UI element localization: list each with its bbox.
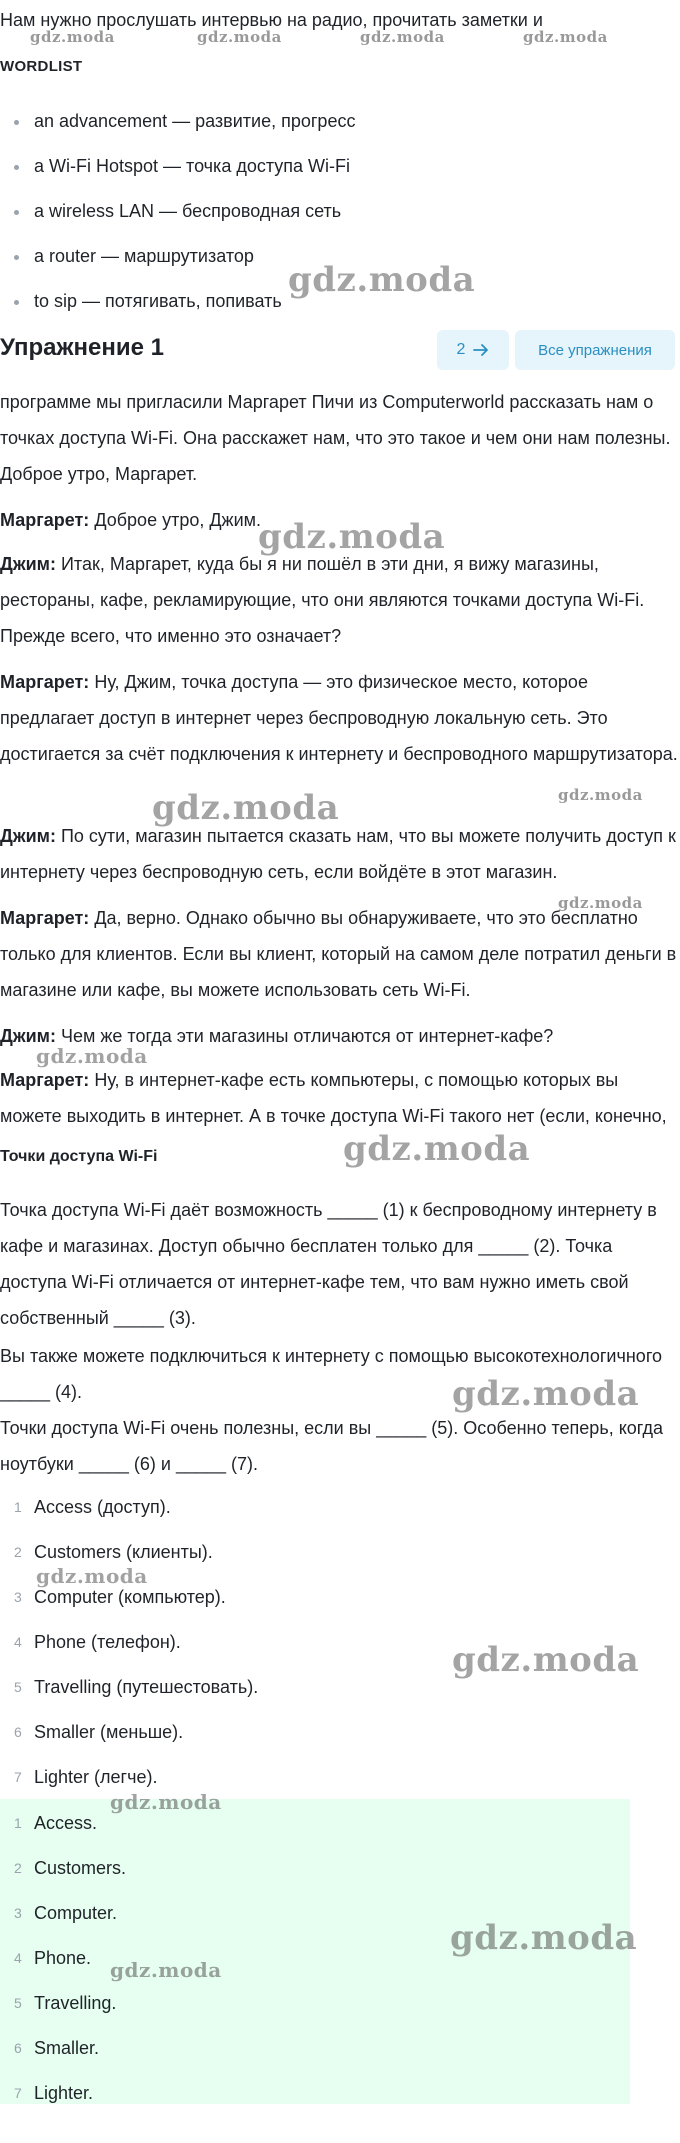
speaker: Маргарет: xyxy=(0,510,90,530)
wordlist-item: a router — маршрутизатор xyxy=(0,235,680,280)
item-number: 7 xyxy=(14,1769,22,1785)
answer-item xyxy=(0,2027,680,2072)
item-number: 6 xyxy=(14,2040,22,2056)
transcript-line xyxy=(0,1062,678,1134)
line-text: По сути, магазин пытается сказать нам, что вы можете получить доступ к интернету через беспроводную сеть, если войдёте в этот магазин. xyxy=(0,826,676,882)
wordlist-item: a wireless LAN — беспроводная сеть xyxy=(0,190,680,235)
item-text: Smaller (меньше). xyxy=(34,1722,184,1742)
all-exercises-button[interactable]: Все упражнения xyxy=(515,330,675,370)
exercise-title: Упражнение 1 xyxy=(0,334,164,361)
arrow-right-icon xyxy=(473,343,489,357)
speaker: Джим: xyxy=(0,554,56,574)
item-text: Customers (клиенты). xyxy=(34,1542,213,1562)
item-number: 3 xyxy=(14,1589,22,1605)
item-text: Travelling. xyxy=(34,1993,117,2013)
item-text: Travelling (путешестовать). xyxy=(34,1677,259,1697)
wordlist-item: an advancement — развитие, прогресс xyxy=(0,100,680,145)
line-text: Доброе утро, Джим. xyxy=(94,510,262,530)
watermark: gdz.moda xyxy=(110,1958,222,1982)
wordlist-item: to sip — потягивать, попивать xyxy=(0,280,680,325)
watermark: gdz.moda xyxy=(450,1918,638,1958)
item-text: Lighter. xyxy=(34,2083,94,2103)
transcript-line xyxy=(0,818,678,890)
answers-list xyxy=(0,1802,680,2117)
watermark: gdz.moda xyxy=(197,28,282,46)
notes-title: Точки доступа Wi-Fi xyxy=(0,1148,158,1165)
watermark: gdz.moda xyxy=(360,28,445,46)
transcript-line xyxy=(0,664,678,772)
line-text: Чем же тогда эти магазины отличаются от интернет-кафе? xyxy=(60,1026,554,1046)
wordlist-item: a Wi-Fi Hotspot — точка доступа Wi-Fi xyxy=(0,145,680,190)
item-text: Smaller. xyxy=(34,2038,100,2058)
line-text: Да, верно. Однако обычно вы обнаруживаете, что это бесплатно только для клиентов. Если вы клиент, который на самом деле потратил деньги в магазине или кафе, вы можете использовать сеть Wi-Fi. xyxy=(0,908,677,1000)
item-number: 5 xyxy=(14,1995,22,2011)
item-number: 4 xyxy=(14,1634,22,1650)
exercise-header xyxy=(0,330,680,374)
answer-item xyxy=(0,1802,680,1847)
speaker: Джим: xyxy=(0,1026,56,1046)
watermark: gdz.moda xyxy=(343,1129,531,1169)
item-text: Computer. xyxy=(34,1903,118,1923)
answer-item xyxy=(0,2072,680,2117)
next-exercise-button[interactable] xyxy=(437,330,509,370)
item-text: Lighter (легче). xyxy=(34,1767,158,1787)
watermark: gdz.moda xyxy=(288,260,476,300)
watermark: gdz.moda xyxy=(558,894,643,912)
answer-item xyxy=(0,1982,680,2027)
list-item xyxy=(0,1486,680,1531)
intro-text: Нам нужно прослушать интервью на радио, прочитать заметки и xyxy=(0,10,543,30)
item-number: 5 xyxy=(14,1679,22,1695)
notes-paragraph: Точка доступа Wi-Fi даёт возможность _____ (1) к беспроводному интернету в кафе и магазинах. Доступ обычно бесплатен только для _____ (2). Точка доступа Wi-Fi отличается от интернет-кафе тем, что вам нужно иметь свой собственный _____ (3). xyxy=(0,1200,657,1328)
transcript-line xyxy=(0,546,678,654)
item-text: Access. xyxy=(34,1813,98,1833)
item-number: 7 xyxy=(14,2085,22,2101)
watermark: gdz.moda xyxy=(30,28,115,46)
item-number: 2 xyxy=(14,1544,22,1560)
item-number: 1 xyxy=(14,1815,22,1831)
item-text: Phone. xyxy=(34,1948,92,1968)
watermark: gdz.moda xyxy=(558,786,643,804)
line-text: Ну, в интернет-кафе есть компьютеры, с помощью которых вы можете выходить в интернет. А в точке доступа Wi-Fi такого нет (если, конечно, xyxy=(0,1070,667,1126)
watermark: gdz.moda xyxy=(452,1640,640,1680)
item-number: 1 xyxy=(14,1499,22,1515)
notes-paragraph: Точки доступа Wi-Fi очень полезны, если вы _____ (5). Особенно теперь, когда ноутбуки _____ (6) и _____ (7). xyxy=(0,1418,664,1474)
speaker: Джим: xyxy=(0,826,56,846)
watermark: gdz.moda xyxy=(110,1790,222,1814)
item-text: Computer (компьютер). xyxy=(34,1587,226,1607)
transcript-line xyxy=(0,900,678,1008)
item-number: 3 xyxy=(14,1905,22,1921)
line-text: Ну, Джим, точка доступа — это физическое место, которое предлагает доступ в интернет через беспроводную локальную сеть. Это достигается за счёт подключения к интернету и беспроводного маршрутизатора. xyxy=(0,672,678,764)
item-text: Phone (телефон). xyxy=(34,1632,181,1652)
item-number: 2 xyxy=(14,1860,22,1876)
list-item xyxy=(0,1756,680,1801)
wordlist-title: WORDLIST xyxy=(0,58,83,75)
watermark: gdz.moda xyxy=(258,517,446,557)
speaker: Маргарет: xyxy=(0,672,90,692)
notes-paragraph: Вы также можете подключиться к интернету с помощью высокотехнологичного _____ (4). xyxy=(0,1346,663,1402)
speaker: Маргарет: xyxy=(0,1070,90,1090)
speaker: Маргарет: xyxy=(0,908,90,928)
next-exercise-label: 2 xyxy=(456,341,466,358)
watermark: gdz.moda xyxy=(152,788,340,828)
item-text: Access (доступ). xyxy=(34,1497,171,1517)
item-text: Customers. xyxy=(34,1858,127,1878)
list-item xyxy=(0,1711,680,1756)
watermark: gdz.moda xyxy=(36,1564,148,1588)
item-number: 6 xyxy=(14,1724,22,1740)
answer-item xyxy=(0,1847,680,1892)
watermark: gdz.moda xyxy=(523,28,608,46)
watermark: gdz.moda xyxy=(452,1374,640,1414)
line-text: Итак, Маргарет, куда бы я ни пошёл в эти дни, я вижу магазины, рестораны, кафе, рекламирующие, что они являются точками доступа Wi-Fi. Прежде всего, что именно это означает? xyxy=(0,554,645,646)
transcript-opening: программе мы пригласили Маргарет Пичи из Computerworld рассказать нам о точках доступа Wi-Fi. Она расскажет нам, что это такое и чем они нам полезны. Доброе утро, Маргарет. xyxy=(0,392,671,484)
item-number: 4 xyxy=(14,1950,22,1966)
watermark: gdz.moda xyxy=(36,1044,148,1068)
